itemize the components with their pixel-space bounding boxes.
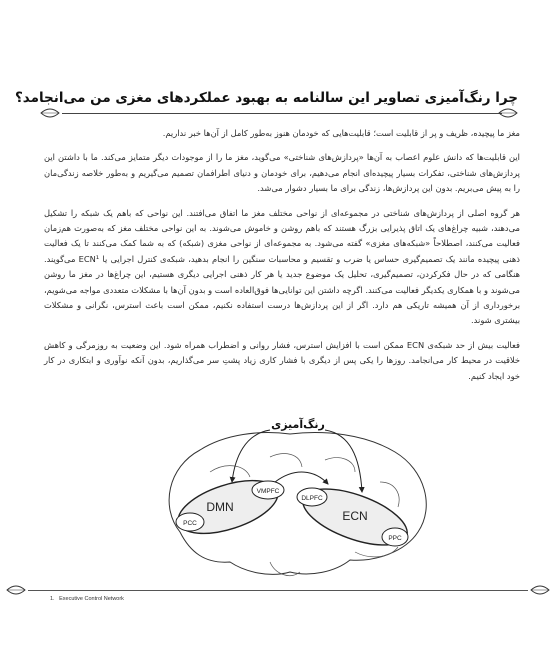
arrow-to-ecn [325, 430, 362, 492]
brain-network-figure [150, 412, 440, 582]
body-text [44, 126, 520, 393]
cerebellum [355, 547, 398, 557]
ecn-label: ECN [342, 509, 368, 523]
leaf-ornament-right-icon [498, 106, 518, 120]
vmpfc-label: VMPFC [256, 488, 280, 495]
footnote-rule [28, 590, 528, 591]
leaf-ornament-left-icon [40, 106, 60, 120]
footnote-text: Executive Control Network [59, 596, 124, 602]
footnote-number: 1. [50, 596, 55, 602]
leaf-footer-right-icon [530, 583, 550, 597]
footnote [50, 596, 124, 602]
paragraph-brain-networks: هر گروه اصلی از پردازش‌های شناختی در مجموعه‌ای از نواحی مختلف مغز ما اتفاق می‌افتند. این نواحی که باهم یک شبکه را تشکیل می‌دهند، شبیه چراغ‌های یک اتاق پذیرایی بزرگ هستند که باهم روشن و خاموش می‌شوند. به این نواحی مختلف مغز که به‌صورت هم‌زمان فعالیت می‌کنند، اصطلاحاً «شبکه‌های مغزی» گفته می‌شود. به مجموعه‌ای از نواحی مغزی (شبکه) که به شما کمک می‌کنند تا یک فعالیت ذهنی پیچیده مانند یک تصمیم‌گیری حساس یا ضرب و تقسیم و محاسبات سنگین را انجام بدهید، شبکه‌ی کنترل اجرایی یا ECN¹ می‌گویند. هنگامی که در حال فکرکردن، تصمیم‌گیری، تحلیل یک موضوع جدید یا هر کار ذهنی اجرایی دیگری هستیم، این چراغ‌ها در مغز ما روشن می‌شوند و با همکاری یکدیگر فعالیت می‌کنند. اگرچه داشتن این توانایی‌ها فوق‌العاده است و بدون آن‌ها با مشکلات متعددی مواجه می‌شویم، برخورداری از آن همیشه تاریکی هم دارد. اگر از این پردازش‌ها درست استفاده نکنیم، ممکن است باعث استرس، نگرانی و مشکلات بیشتری شوند. [44, 207, 520, 326]
paragraph-intro: مغز ما پیچیده، ظریف و پر از قابلیت است؛ قابلیت‌هایی که خودمان هنوز به‌طور کامل از آن‌ها خبر نداریم. [162, 128, 520, 138]
leaf-footer-left-icon [6, 583, 26, 597]
arrow-to-dmn [232, 430, 270, 482]
arrow-between-networks [275, 472, 328, 484]
paragraph-cognitive-processes: این قابلیت‌ها که دانش علوم اعصاب به آن‌ها «پردازش‌های شناختی» می‌گوید، مغز ما را از موجودات دیگر متمایز می‌کند. ما با داشتن این پردازش‌های شناختی، تفکرات بسیار پیچیده‌ای انجام می‌دهیم، برای خودمان و دنیای اطرافمان تصمیم می‌گیریم و به‌طور خلاصه زندگی‌مان را به پیش می‌بریم. بدون این پردازش‌ها، زندگی برای ما بسیار دشوار می‌شد. [44, 152, 520, 194]
dlpfc-label: DLPFC [301, 495, 323, 502]
pcc-label: PCC [183, 520, 197, 527]
figure-caption: رنگ‌آمیزی [271, 418, 325, 431]
ppc-label: PPC [388, 535, 402, 542]
title-rule [62, 113, 502, 114]
title-banner [14, 88, 518, 118]
page-title: چرا رنگ‌آمیزی تصاویر این سالنامه به بهبود عملکردهای مغزی من می‌انجامد؟ [14, 90, 518, 106]
paragraph-ecn-overactivity: فعالیت بیش از حد شبکه‌ی ECN ممکن است با افزایش استرس، فشار روانی و اضطراب همراه شود. این وضعیت به روزمرگی و کاهش خلاقیت در محیط کار می‌انجامد. روزها را یکی پس از دیگری با فشار کاری زیاد پشتِ سر می‌گذاریم، بدون آنکه نوآوری و ابتکاری در کار خود ایجاد کنیم. [44, 339, 520, 381]
dmn-label: DMN [206, 500, 234, 514]
